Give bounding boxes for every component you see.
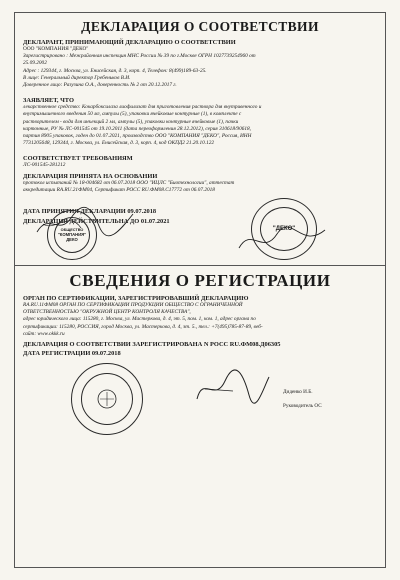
certification-body-stamp: [71, 363, 143, 435]
registration-title: СВЕДЕНИЯ О РЕГИСТРАЦИИ: [69, 271, 331, 291]
claims-line: 7731205648, 129344, г. Москва, ул. Енисейская, д. 3, корп. 4, код ОКПД2 21.20.10.122: [23, 140, 215, 147]
registration-number: ДЕКЛАРАЦИЯ О СООТВЕТСТВИИ ЗАРЕГИСТРИРОВАНА N РОСС RU.ФМ08.Д06305: [23, 341, 281, 349]
registration-signature-row: [23, 359, 377, 443]
claims-line: партия 8905 упаковок, годен до 01.07.2021, производство ООО "КОМПАНИЯ "ДЕКО", Россия, ИНН: [23, 133, 252, 140]
claims-line: растворителем - вода для инъекций 2 мл, ампулы (5), упаковки контурные ячейковые (1), пачки: [23, 118, 239, 125]
organ-line: сайт: www.okkk.ru: [23, 330, 65, 337]
conforms-line: ЛС-001545-281212: [23, 162, 66, 169]
stamp-left-bottom: ДЕКО: [66, 237, 78, 243]
declarant-line: ООО "КОМПАНИЯ "ДЕКО": [23, 46, 89, 52]
conforms-heading: СООТВЕТСТВУЕТ ТРЕБОВАНИЯМ: [23, 155, 133, 163]
declarant-block: [23, 46, 377, 89]
declarant-heading: ДЕКЛАРАНТ, ПРИНИМАЮЩИЙ ДЕКЛАРАЦИЮ О СООТВЕТСТВИИ: [23, 39, 236, 46]
claims-block: [23, 104, 377, 147]
declaration-signature-row: [23, 196, 377, 260]
stamp-left-mid: "КОМПАНИЯ": [57, 232, 87, 238]
claims-line: внутримышечного введения 50 мг, ампулы (5), упаковки ячейковые контурные (1), в комплекте с: [23, 111, 242, 118]
declarant-line: Адрес : 129344, г. Москва, ул. Енисейская, д. 3, корп. 4, Телефон: 8(499)189-63-25.: [23, 67, 207, 74]
claims-heading: ЗАЯВЛЯЕТ, ЧТО: [23, 97, 74, 105]
organ-line: ОТВЕТСТВЕННОСТЬЮ "ОКРУЖНОЙ ЦЕНТР КОНТРОЛЯ КАЧЕСТВА",: [23, 309, 191, 316]
organ-line: адрес юридического лица: 115280, г. Москва, ул. Мастеркова, д. 4, эт. 5, пом. 1, ком. 1, адрес органа по: [23, 316, 256, 323]
stamp-left-center: ОБЩЕСТВО: [60, 228, 84, 233]
organ-block: [23, 302, 377, 338]
basis-heading: ДЕКЛАРАЦИЯ ПРИНЯТА НА ОСНОВАНИИ: [23, 172, 158, 180]
trustee-signature: [233, 220, 333, 260]
claims-line: картонные, РУ № ЛС-001545 от 19.10.2011 (дата переоформления 28.12.2012), серия 310618/90618,: [23, 125, 252, 132]
signer-role: Руководитель ОС: [283, 403, 322, 410]
accepted-date: ДАТА ПРИНЯТИЯ ДЕКЛАРАЦИИ 09.07.2018: [23, 208, 157, 216]
declarant-signature: [29, 202, 139, 242]
organ-heading: ОРГАН ПО СЕРТИФИКАЦИИ, ЗАРЕГИСТРИРОВАВШИЙ ДЕКЛАРАЦИЮ: [23, 295, 249, 303]
basis-line: протокол испытаний № 18-004682 от 06.07.2018 ООО "ИЦЛС "Биотехнологии", аттестат: [23, 179, 235, 186]
section-divider: [15, 265, 385, 266]
declaration-title: ДЕКЛАРАЦИЯ О СООТВЕТСТВИИ: [81, 19, 319, 34]
registrar-signature: [193, 369, 273, 409]
declarant-line: Зарегистрировано : Межрайонная инспекция МНС России № 39 по г.Москве ОГРН 1027739254960 от: [23, 53, 256, 60]
claims-line: лекарственное средство: Кокарбоксилаза лиофилизат для приготовления раствора для внутривенного и: [23, 104, 262, 111]
emblem-icon: [94, 388, 120, 410]
signer-name: Диденко И.Б.: [283, 389, 313, 396]
declarant-line: Доверенное лицо: Разузина О.А., доверенность № 2 от 20.12.2017 г.: [23, 82, 177, 89]
valid-until: ДЕКЛАРАЦИЯ ДЕЙСТВИТЕЛЬНА ДО 01.07.2021: [23, 218, 170, 226]
organ-line: RA.RU.11ФМ08 ОРГАН ПО СЕРТИФИКАЦИИ ПРОДУКЦИИ ОБЩЕСТВО С ОГРАНИЧЕННОЙ: [23, 302, 243, 309]
declarant-line: В лице: Генеральный директор Гребеньков В.И.: [23, 74, 131, 81]
registration-date: ДАТА РЕГИСТРАЦИИ 09.07.2018: [23, 350, 121, 358]
organ-line: сертификации: 115280, РОССИЯ, город Москва, ул. Мастеркова, д. 4, эт. 5., тел.: +7(495)785-87-89, веб-: [23, 323, 263, 330]
stamp-right-center: "ДЕКО": [272, 226, 296, 233]
basis-line: аккредитации RA.RU.21ФМ04, Сертификат РОСС RU.ФМ08.C17772 от 06.07.2018: [23, 186, 215, 193]
declarant-line: 25.09.2002: [23, 60, 47, 67]
declaration-sheet: [14, 12, 386, 568]
